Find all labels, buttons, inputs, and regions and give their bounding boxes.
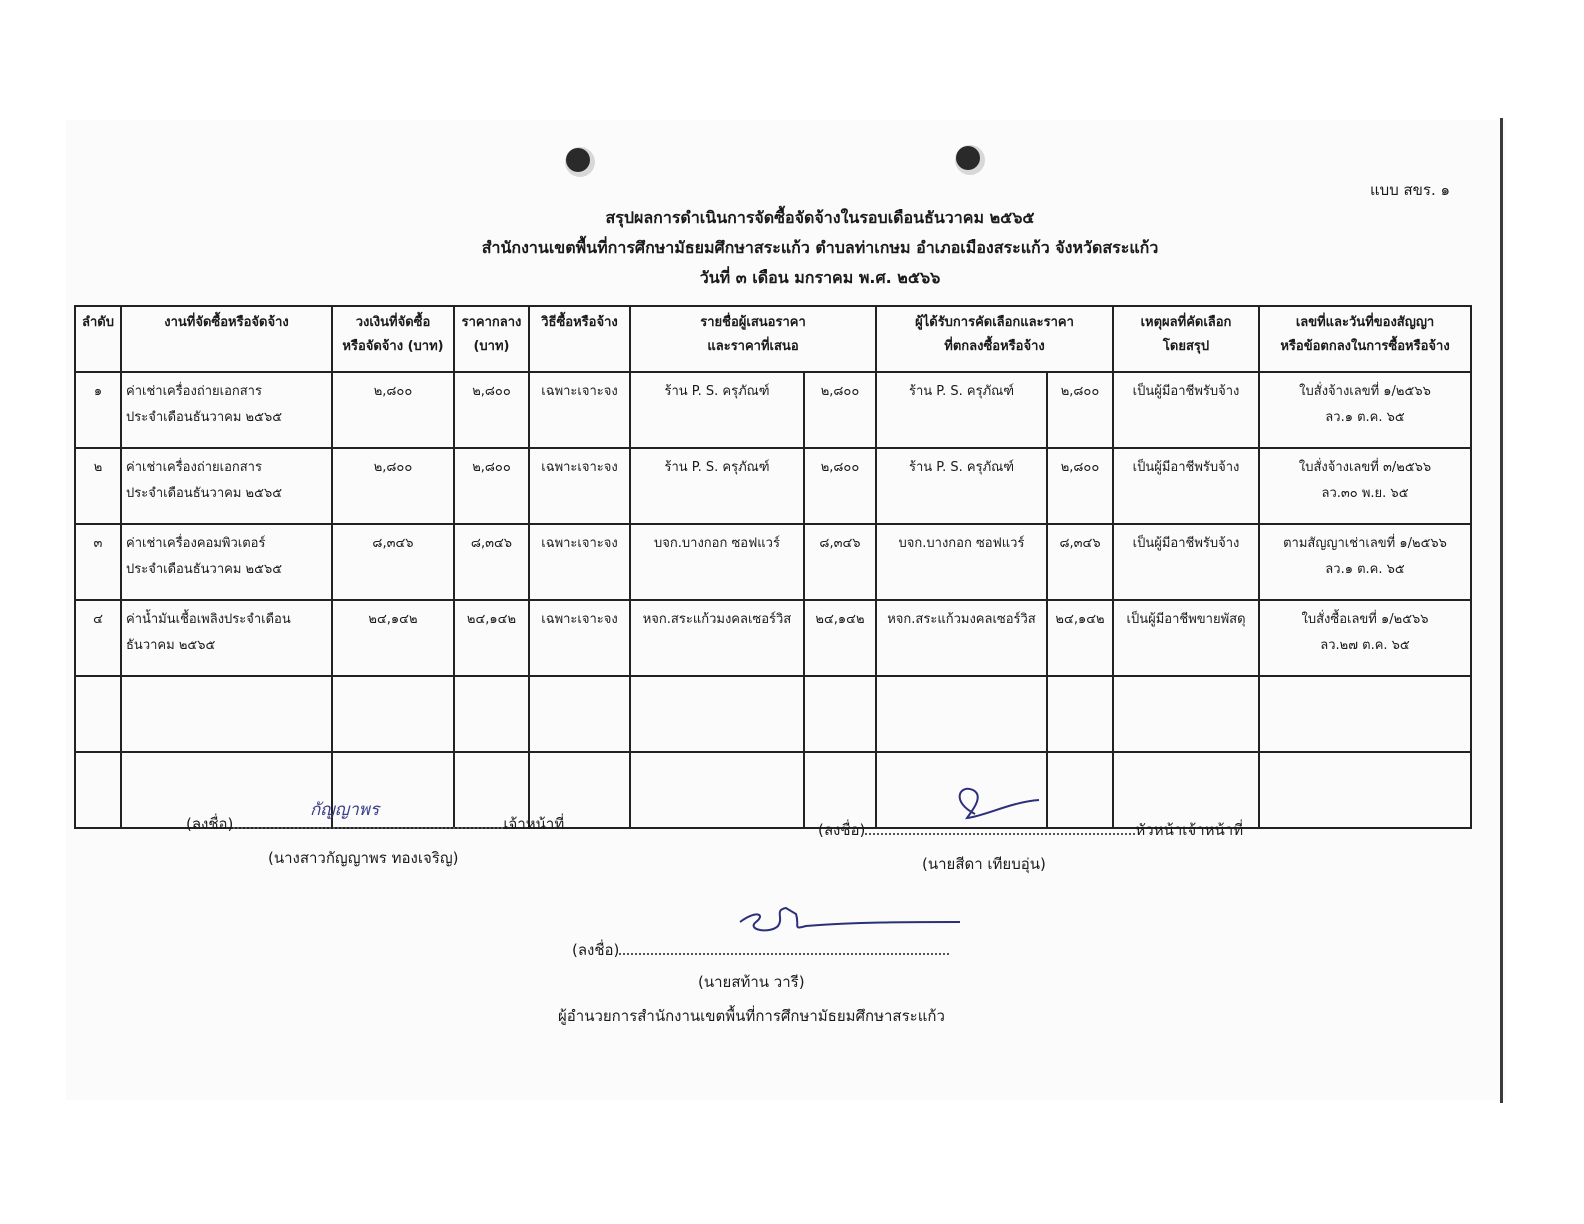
- row-contract: ตามสัญญาเช่าเลขที่ ๑/๒๕๖๖ ลว.๑ ต.ค. ๖๕: [1259, 524, 1471, 600]
- row-median: ๘,๓๔๖: [454, 524, 529, 600]
- row-bidder: ร้าน P. S. ครุภัณฑ์: [630, 448, 804, 524]
- row-winner: ร้าน P. S. ครุภัณฑ์: [876, 448, 1047, 524]
- row-contract: ใบสั่งจ้างเลขที่ ๑/๒๕๖๖ ลว.๑ ต.ค. ๖๕: [1259, 372, 1471, 448]
- row-bidder: ร้าน P. S. ครุภัณฑ์: [630, 372, 804, 448]
- header-contract: เลขที่และวันที่ของสัญญา หรือข้อตกลงในการซื้อหรือจ้าง: [1259, 306, 1471, 372]
- header-median-price: ราคากลาง (บาท): [454, 306, 529, 372]
- table-row: [75, 524, 1471, 600]
- empty-cell: [332, 676, 454, 752]
- row-budget: ๒,๘๐๐: [332, 448, 454, 524]
- sign-label: (ลงชื่อ): [818, 821, 866, 839]
- empty-cell: [804, 676, 876, 752]
- procurement-table: [74, 305, 1472, 829]
- office-line: สำนักงานเขตพื้นที่การศึกษามัธยมศึกษาสระแก้ว ตำบลท่าเกษม อำเภอเมืองสระแก้ว จังหวัดสระแก้ว: [481, 238, 1159, 257]
- signature-dots: [865, 833, 1135, 835]
- empty-cell: [630, 676, 804, 752]
- row-bid-price: ๘,๓๔๖: [804, 524, 876, 600]
- punch-hole-right: [956, 146, 980, 170]
- empty-cell: [1113, 752, 1259, 828]
- empty-cell: [1047, 752, 1113, 828]
- row-bid-price: ๒๔,๑๔๒: [804, 600, 876, 676]
- table-row: [75, 372, 1471, 448]
- director-name: (นายสท้าน วารี): [698, 973, 805, 991]
- form-code: แบบ สขร. ๑: [1370, 181, 1451, 199]
- header-no: ลำดับ: [75, 306, 121, 372]
- row-reason: เป็นผู้มีอาชีพรับจ้าง: [1113, 524, 1259, 600]
- punch-hole-left: [566, 148, 590, 172]
- table-row-empty: [75, 676, 1471, 752]
- head-name: (นายสีดา เทียบอุ่น): [922, 855, 1046, 873]
- row-budget: ๒๔,๑๔๒: [332, 600, 454, 676]
- page-edge: [1500, 118, 1503, 1103]
- empty-cell: [1113, 676, 1259, 752]
- row-method: เฉพาะเจาะจง: [529, 524, 630, 600]
- signature-dots: [619, 953, 949, 955]
- header-winner: ผู้ได้รับการคัดเลือกและราคา ที่ตกลงซื้อหรือจ้าง: [876, 306, 1113, 372]
- row-median: ๒,๘๐๐: [454, 448, 529, 524]
- row-method: เฉพาะเจาะจง: [529, 600, 630, 676]
- row-no: ๑: [75, 372, 121, 448]
- row-reason: เป็นผู้มีอาชีพขายพัสดุ: [1113, 600, 1259, 676]
- row-work: ค่าเช่าเครื่องถ่ายเอกสาร ประจำเดือนธันวาคม ๒๕๖๕: [121, 372, 332, 448]
- empty-cell: [454, 676, 529, 752]
- row-no: ๓: [75, 524, 121, 600]
- row-bid-price: ๒,๘๐๐: [804, 448, 876, 524]
- sign-label: (ลงชื่อ): [186, 815, 234, 833]
- row-winner: บจก.บางกอก ซอฟแวร์: [876, 524, 1047, 600]
- table-row: [75, 600, 1471, 676]
- row-no: ๔: [75, 600, 121, 676]
- table-row: [75, 448, 1471, 524]
- row-bidder: บจก.บางกอก ซอฟแวร์: [630, 524, 804, 600]
- row-method: เฉพาะเจาะจง: [529, 448, 630, 524]
- empty-cell: [529, 676, 630, 752]
- empty-cell: [75, 676, 121, 752]
- row-bid-price: ๒,๘๐๐: [804, 372, 876, 448]
- header-reason: เหตุผลที่คัดเลือก โดยสรุป: [1113, 306, 1259, 372]
- row-win-price: ๘,๓๔๖: [1047, 524, 1113, 600]
- row-reason: เป็นผู้มีอาชีพรับจ้าง: [1113, 448, 1259, 524]
- row-reason: เป็นผู้มีอาชีพรับจ้าง: [1113, 372, 1259, 448]
- row-work: ค่าเช่าเครื่องคอมพิวเตอร์ ประจำเดือนธันวาคม ๒๕๖๕: [121, 524, 332, 600]
- signature-dots: [233, 827, 503, 829]
- officer-role: เจ้าหน้าที่: [503, 815, 565, 833]
- header-bidders: รายชื่อผู้เสนอราคา และราคาที่เสนอ: [630, 306, 876, 372]
- table-header-row: [75, 306, 1471, 372]
- row-median: ๒,๘๐๐: [454, 372, 529, 448]
- head-role: หัวหน้าเจ้าหน้าที่: [1135, 821, 1244, 839]
- row-no: ๒: [75, 448, 121, 524]
- row-bidder: หจก.สระแก้วมงคลเซอร์วิส: [630, 600, 804, 676]
- officer-name: (นางสาวกัญญาพร ทองเจริญ): [268, 849, 459, 867]
- row-win-price: ๒,๘๐๐: [1047, 448, 1113, 524]
- row-contract: ใบสั่งซื้อเลขที่ ๑/๒๕๖๖ ลว.๒๗ ต.ค. ๖๕: [1259, 600, 1471, 676]
- row-winner: ร้าน P. S. ครุภัณฑ์: [876, 372, 1047, 448]
- director-signature-line: [572, 938, 949, 962]
- header-work: งานที่จัดซื้อหรือจัดจ้าง: [121, 306, 332, 372]
- header-budget: วงเงินที่จัดซื้อ หรือจัดจ้าง (บาท): [332, 306, 454, 372]
- row-median: ๒๔,๑๔๒: [454, 600, 529, 676]
- header-method: วิธีซื้อหรือจ้าง: [529, 306, 630, 372]
- document-date: วันที่ ๓ เดือน มกราคม พ.ศ. ๒๕๖๖: [699, 268, 941, 287]
- row-work: ค่าเช่าเครื่องถ่ายเอกสาร ประจำเดือนธันวาคม ๒๕๖๕: [121, 448, 332, 524]
- row-budget: ๒,๘๐๐: [332, 372, 454, 448]
- row-method: เฉพาะเจาะจง: [529, 372, 630, 448]
- empty-cell: [121, 676, 332, 752]
- row-contract: ใบสั่งจ้างเลขที่ ๓/๒๕๖๖ ลว.๓๐ พ.ย. ๖๕: [1259, 448, 1471, 524]
- row-win-price: ๒,๘๐๐: [1047, 372, 1113, 448]
- empty-cell: [75, 752, 121, 828]
- director-title: ผู้อำนวยการสำนักงานเขตพื้นที่การศึกษามัธยมศึกษาสระแก้ว: [558, 1007, 945, 1025]
- empty-cell: [876, 676, 1047, 752]
- empty-cell: [1047, 676, 1113, 752]
- empty-cell: [630, 752, 804, 828]
- row-winner: หจก.สระแก้วมงคลเซอร์วิส: [876, 600, 1047, 676]
- row-win-price: ๒๔,๑๔๒: [1047, 600, 1113, 676]
- empty-cell: [804, 752, 876, 828]
- officer-handwritten-signature: กัญญาพร: [310, 800, 380, 820]
- empty-cell: [1259, 752, 1471, 828]
- head-signature-line: [818, 818, 1243, 842]
- empty-cell: [1259, 676, 1471, 752]
- row-work: ค่าน้ำมันเชื้อเพลิงประจำเดือน ธันวาคม ๒๕๖๕: [121, 600, 332, 676]
- row-budget: ๘,๓๔๖: [332, 524, 454, 600]
- document-title: สรุปผลการดำเนินการจัดซื้อจัดจ้างในรอบเดือนธันวาคม ๒๕๖๕: [605, 208, 1035, 227]
- sign-label: (ลงชื่อ): [572, 941, 620, 959]
